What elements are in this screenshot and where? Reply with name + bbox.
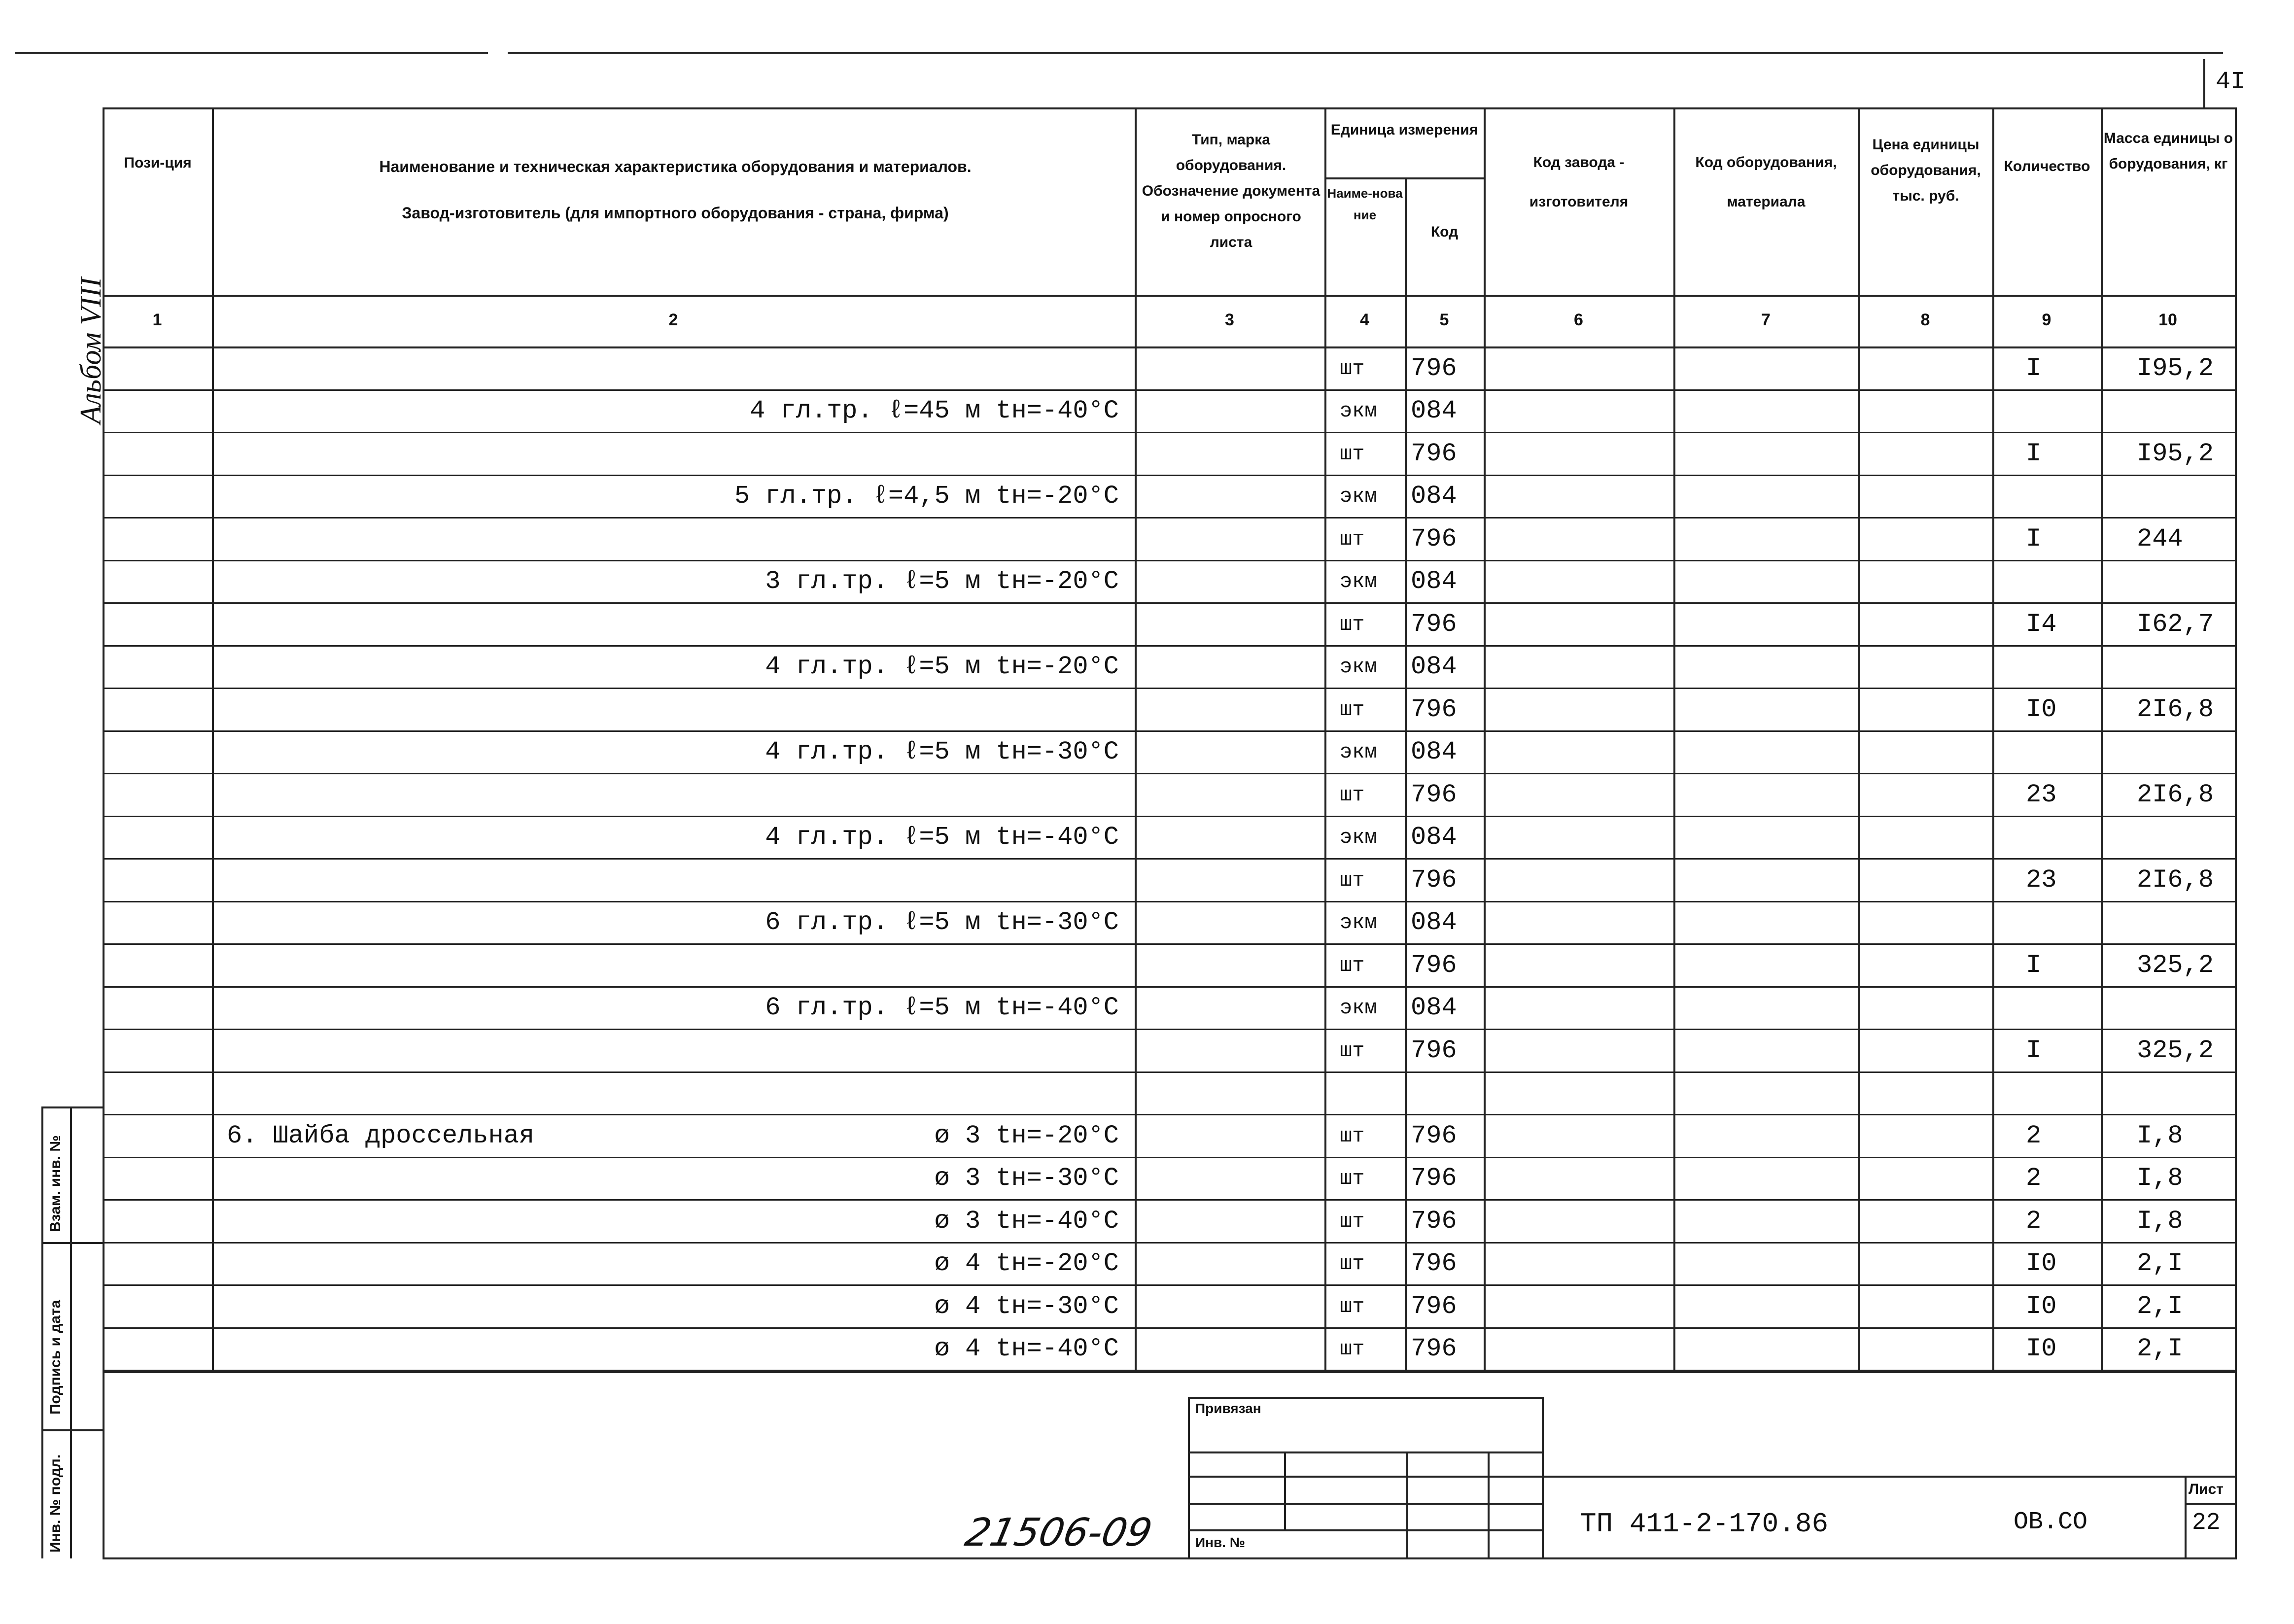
header-equipment-code: Код оборудования, материала [1695,154,1837,210]
quantity: 2 [2026,1164,2042,1193]
header-bottom-border [103,295,2237,297]
side-inv-label: Инв. № подл. [47,1454,64,1553]
row-divider [103,1242,2237,1244]
row-divider [103,1327,2237,1329]
unit-name: экм [1340,996,1377,1020]
sheet-box-left [2185,1476,2187,1558]
header-price: Цена единицы оборудования, тыс. руб. [1871,137,1981,204]
row-divider [103,1029,2237,1030]
sheet-box-divider [2185,1503,2236,1505]
unit-code: 796 [1411,1206,1457,1236]
unit-code: 796 [1411,694,1457,724]
row-divider [103,1284,2237,1286]
row-divider [103,645,2237,647]
row-divider [103,475,2237,476]
quantity: I0 [2026,1334,2057,1363]
unit-name: шт [1340,1167,1365,1190]
mass: I95,2 [2137,439,2214,468]
col-line-2 [1135,107,1137,1372]
stamp-left [1188,1397,1190,1558]
quantity: I0 [2026,694,2057,724]
unit-name: шт [1340,868,1365,892]
stamp-col-2 [1406,1451,1408,1558]
frame-bottom [103,1557,2237,1559]
doc-mark: ОВ.СО [2014,1508,2088,1536]
quantity: 23 [2026,865,2057,895]
quantity: I [2026,950,2042,980]
item-name: ø 3 tн=-40°C [934,1206,1119,1236]
row-divider [103,816,2237,817]
side-podpis-label: Подпись и дата [47,1300,64,1415]
col-line-4 [1405,177,1407,1372]
header-quantity: Количество [2004,158,2090,174]
unit-code: 796 [1411,780,1457,809]
sheet-number: 22 [2192,1510,2221,1536]
item-name: 4 гл.тр. ℓ=5 м tн=-40°C [765,823,1119,852]
doc-number: 21506-09 [961,1511,1156,1555]
row-divider [103,1114,2237,1115]
item-name: ø 3 tн=-30°C [934,1164,1119,1193]
column-number: 1 [152,311,162,329]
row-divider [103,1157,2237,1158]
mass: I95,2 [2137,353,2214,383]
unit-code: 796 [1411,865,1457,895]
column-number: 9 [2042,311,2051,329]
quantity: I4 [2026,609,2057,639]
item-name: 4 гл.тр. ℓ=45 м tн=-40°C [750,396,1119,425]
project-code: ТП 411-2-170.86 [1580,1508,1829,1540]
mass: 2,I [2137,1291,2183,1321]
item-name: ø 4 tн=-20°C [934,1249,1119,1278]
row-divider [103,432,2237,433]
col-line-6 [1673,107,1675,1372]
header-position: Пози-ция [124,155,192,171]
side-stamp-outer [41,1106,43,1558]
unit-name: экм [1340,484,1377,508]
unit-code: 796 [1411,353,1457,383]
unit-name: шт [1340,953,1365,977]
col-line-3 [1324,107,1326,1372]
unit-name: шт [1340,697,1365,722]
row-divider [103,773,2237,774]
mass: 325,2 [2137,1036,2214,1065]
mass: 2,I [2137,1334,2183,1363]
quantity: 2 [2026,1206,2042,1236]
unit-name: шт [1340,1209,1365,1233]
row-divider [103,901,2237,902]
frame-right-lower [2235,1371,2237,1558]
unit-code: 084 [1411,652,1457,681]
unit-code: 796 [1411,1334,1457,1363]
unit-name: экм [1340,655,1377,679]
header-unit-code: Код [1430,224,1459,240]
unit-name: шт [1340,1038,1365,1063]
row-divider [103,1071,2237,1073]
col-line-8 [1992,107,1994,1372]
row-divider [103,858,2237,860]
column-number: 3 [1225,311,1234,329]
page-number-divider [2203,59,2205,108]
mass: I,8 [2137,1206,2183,1236]
item-name: ø 4 tн=-40°C [934,1334,1119,1363]
header-unit-group: Единица измерения [1330,122,1478,138]
stamp-right [1542,1397,1544,1558]
side-stamp-inner [70,1106,72,1558]
unit-code: 084 [1411,737,1457,766]
column-number: 6 [1574,311,1583,329]
column-number: 10 [2158,311,2177,329]
stamp-line-4 [1188,1529,1543,1531]
row-divider [103,730,2237,732]
side-stamp-top [41,1106,104,1108]
side-stamp-line1 [41,1242,104,1244]
unit-code: 796 [1411,950,1457,980]
stamp-line-2 [1188,1476,2237,1478]
row-divider [103,943,2237,945]
item-name: 6 гл.тр. ℓ=5 м tн=-40°C [765,993,1119,1022]
stamp-line-1 [1188,1451,1543,1453]
unit-code: 796 [1411,1121,1457,1150]
col-line-1 [212,107,214,1372]
table-bottom-border [103,1371,2237,1373]
unit-name: шт [1340,1252,1365,1276]
quantity: I [2026,439,2042,468]
item-name: 4 гл.тр. ℓ=5 м tн=-30°C [765,737,1119,766]
mass: 2I6,8 [2137,694,2214,724]
mass: 2,I [2137,1249,2183,1278]
row-divider [103,986,2237,988]
stamp-top [1188,1397,1543,1399]
mass: 2I6,8 [2137,865,2214,895]
item-name: 3 гл.тр. ℓ=5 м tн=-20°C [765,567,1119,596]
column-number: 7 [1761,311,1771,329]
header-unit-name: Наиме-нование [1327,186,1403,222]
page-number: 4I [2216,68,2246,96]
privyazan-label: Привязан [1195,1401,1261,1416]
unit-name: шт [1340,1337,1365,1361]
quantity: 2 [2026,1121,2042,1150]
header-name-line1: Наименование и техническая характеристика оборудования и материалов. [379,158,972,175]
mass: 325,2 [2137,950,2214,980]
row-divider [103,517,2237,518]
quantity: I [2026,353,2042,383]
album-label: Альбом VIII [74,277,107,424]
unit-code: 796 [1411,609,1457,639]
sheet-label: Лист [2189,1481,2224,1497]
mass: I,8 [2137,1164,2183,1193]
mass: 2I6,8 [2137,780,2214,809]
unit-name: шт [1340,612,1365,636]
unit-name: шт [1340,442,1365,466]
header-type: Тип, марка оборудования. Обозначение документа и номер опросного листа [1142,132,1321,250]
unit-name: шт [1340,356,1365,380]
row-divider [103,560,2237,561]
header-mass: Масса единицы оборудования, кг [2103,130,2233,172]
unit-name: шт [1340,527,1365,551]
unit-name: шт [1340,1124,1365,1148]
unit-name: экм [1340,399,1377,423]
header-name-line2: Завод-изготовитель (для импортного оборудования - страна, фирма) [402,204,949,222]
mass: I,8 [2137,1121,2183,1150]
item-name: 4 гл.тр. ℓ=5 м tн=-20°C [765,652,1119,681]
item-name: ø 3 tн=-20°C [934,1121,1119,1150]
unit-name: экм [1340,826,1377,849]
row-divider [103,389,2237,391]
col-line-10 [2235,107,2237,1372]
item-name: 5 гл.тр. ℓ=4,5 м tн=-20°C [734,482,1119,511]
unit-code: 084 [1411,993,1457,1022]
unit-name: экм [1340,740,1377,764]
stamp-col-3 [1488,1451,1490,1558]
unit-name: экм [1340,911,1377,934]
column-number: 4 [1360,311,1369,329]
mass: 244 [2137,524,2183,553]
column-number: 8 [1920,311,1930,329]
unit-code: 084 [1411,908,1457,937]
unit-code: 084 [1411,396,1457,425]
unit-code: 084 [1411,567,1457,596]
side-vzam-label: Взам. инв. № [47,1135,64,1232]
stamp-col-1 [1284,1451,1286,1529]
row-divider [103,1199,2237,1201]
mass: I62,7 [2137,609,2214,639]
unit-name: шт [1340,1294,1365,1318]
side-stamp-line2 [41,1429,104,1431]
unit-name: экм [1340,570,1377,593]
quantity: I [2026,1036,2042,1065]
unit-code: 084 [1411,823,1457,852]
col-line-5 [1484,107,1486,1372]
column-number: 5 [1439,311,1449,329]
row-divider [103,688,2237,689]
top-rule-right [508,52,2223,54]
unit-name: шт [1340,783,1365,807]
col-line-9 [2101,107,2103,1372]
unit-code: 796 [1411,1249,1457,1278]
item-name: 6 гл.тр. ℓ=5 м tн=-30°C [765,908,1119,937]
unit-code: 796 [1411,1036,1457,1065]
unit-group-divider [1324,177,1485,179]
unit-code: 796 [1411,1291,1457,1321]
table-top-border [103,107,2237,109]
col-line-7 [1858,107,1860,1372]
unit-code: 796 [1411,1164,1457,1193]
quantity: I [2026,524,2042,553]
quantity: I0 [2026,1291,2057,1321]
section-title: 6. Шайба дроссельная [227,1121,535,1150]
unit-code: 796 [1411,524,1457,553]
stamp-line-3 [1188,1503,1543,1505]
column-number: 2 [668,311,678,329]
quantity: I0 [2026,1249,2057,1278]
item-name: ø 4 tн=-30°C [934,1291,1119,1321]
unit-code: 796 [1411,439,1457,468]
quantity: 23 [2026,780,2057,809]
colnum-bottom-border [103,346,2237,348]
inv-no-label: Инв. № [1195,1535,1246,1550]
top-rule-left [15,52,488,54]
row-divider [103,1370,2237,1371]
header-factory-code: Код завода - изготовителя [1529,154,1629,210]
unit-code: 084 [1411,482,1457,511]
row-divider [103,602,2237,604]
